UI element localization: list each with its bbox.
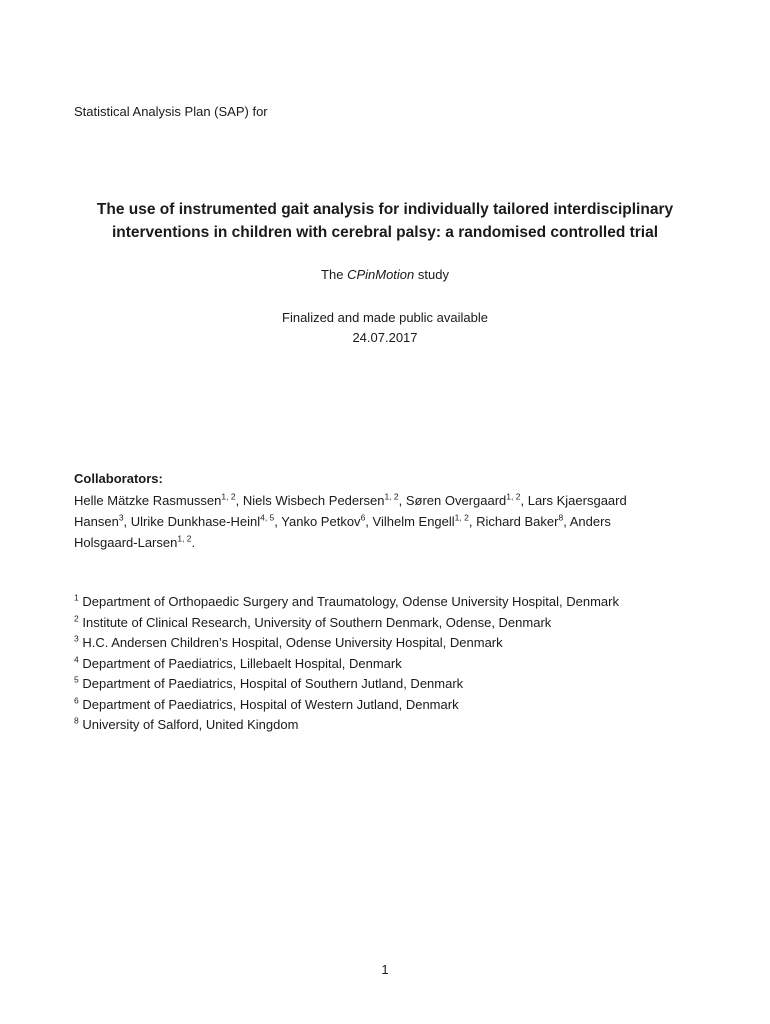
separator: , (468, 514, 477, 529)
collaborator-affiliation: 6 (360, 512, 366, 523)
collaborator-name: Vilhelm Engell (372, 514, 455, 529)
collaborator-name: Anders Holsgaard-Larsen (74, 514, 611, 550)
affiliation-item (74, 633, 714, 654)
document-header: Statistical Analysis Plan (SAP) for (74, 104, 268, 119)
affiliation-number: 2 (74, 613, 79, 624)
affiliation-item (74, 592, 714, 613)
separator: , (520, 493, 528, 508)
collaborator-affiliation: 1, 2 (454, 512, 469, 523)
separator: , (398, 493, 406, 508)
collaborator-affiliation: 4, 5 (260, 512, 275, 523)
collaborator (74, 493, 243, 508)
separator: , (563, 514, 570, 529)
collaborator-affiliation: 3 (118, 512, 124, 523)
affiliation-item (74, 613, 714, 634)
separator: , (365, 514, 373, 529)
affiliations-list (74, 592, 714, 736)
collaborators-heading: Collaborators: (74, 471, 163, 486)
collaborator-name: Helle Mätzke Rasmussen (74, 493, 222, 508)
collaborators-list (74, 490, 674, 553)
affiliation-item (74, 654, 714, 675)
collaborator (406, 493, 528, 508)
affiliation-item (74, 674, 714, 695)
affiliation-item (74, 715, 714, 736)
separator: , (123, 514, 131, 529)
study-suffix: study (414, 267, 449, 282)
affiliation-text: Department of Paediatrics, Hospital of Western Jutland, Denmark (82, 696, 459, 712)
affiliation-number: 1 (74, 592, 79, 603)
separator: , (235, 493, 243, 508)
study-name: CPinMotion (347, 267, 415, 282)
affiliation-number: 4 (74, 654, 79, 665)
study-name-line (0, 267, 770, 282)
affiliation-text: Institute of Clinical Research, University of Southern Denmark, Odense, Denmark (82, 614, 552, 630)
page-number: 1 (381, 962, 389, 977)
collaborator-affiliation: 1, 2 (384, 491, 399, 502)
affiliation-number: 5 (74, 674, 79, 685)
title-line-1: The use of instrumented gait analysis for individually tailored interdisciplinary (96, 201, 674, 218)
collaborator (281, 514, 372, 529)
publication-status (0, 308, 770, 348)
affiliation-number: 8 (74, 715, 79, 726)
collaborator-name: Yanko Petkov (281, 514, 361, 529)
status-date: 24.07.2017 (352, 330, 418, 345)
collaborator-affiliation: 1, 2 (221, 491, 236, 502)
collaborator-name: Richard Baker (476, 514, 559, 529)
affiliation-text: H.C. Andersen Children’s Hospital, Odense University Hospital, Denmark (82, 635, 503, 650)
study-prefix: The (321, 267, 348, 282)
collaborator-affiliation: 1, 2 (177, 533, 192, 544)
collaborator-name: Lars Kjaersgaard Hansen (74, 493, 627, 529)
collaborator (131, 514, 282, 529)
status-text: Finalized and made public available (282, 310, 488, 325)
affiliation-number: 3 (74, 633, 79, 644)
collaborator-affiliation: 1, 2 (506, 491, 521, 502)
affiliation-text: University of Salford, United Kingdom (82, 717, 299, 732)
collaborator-name: Niels Wisbech Pedersen (242, 493, 385, 508)
collaborator-affiliation: 8 (558, 512, 564, 523)
title-line-2: interventions in children with cerebral palsy: a randomised controlled trial (111, 224, 659, 241)
affiliation-item (74, 695, 714, 716)
collaborator (243, 493, 406, 508)
affiliation-text: Department of Orthopaedic Surgery and Traumatology, Odense University Hospital, Denmark (82, 594, 619, 609)
document-title (40, 198, 730, 244)
separator: , (274, 514, 282, 529)
collaborator (373, 514, 477, 529)
affiliation-number: 6 (74, 695, 79, 706)
affiliation-text: Department of Paediatrics, Lillebaelt Hospital, Denmark (82, 655, 402, 671)
collaborator-name: Ulrike Dunkhase-Heinl (130, 514, 261, 529)
collaborator-name: Søren Overgaard (405, 493, 507, 508)
affiliation-text: Department of Paediatrics, Hospital of Southern Jutland, Denmark (82, 676, 464, 691)
collaborator (476, 514, 570, 529)
separator: . (191, 535, 196, 550)
